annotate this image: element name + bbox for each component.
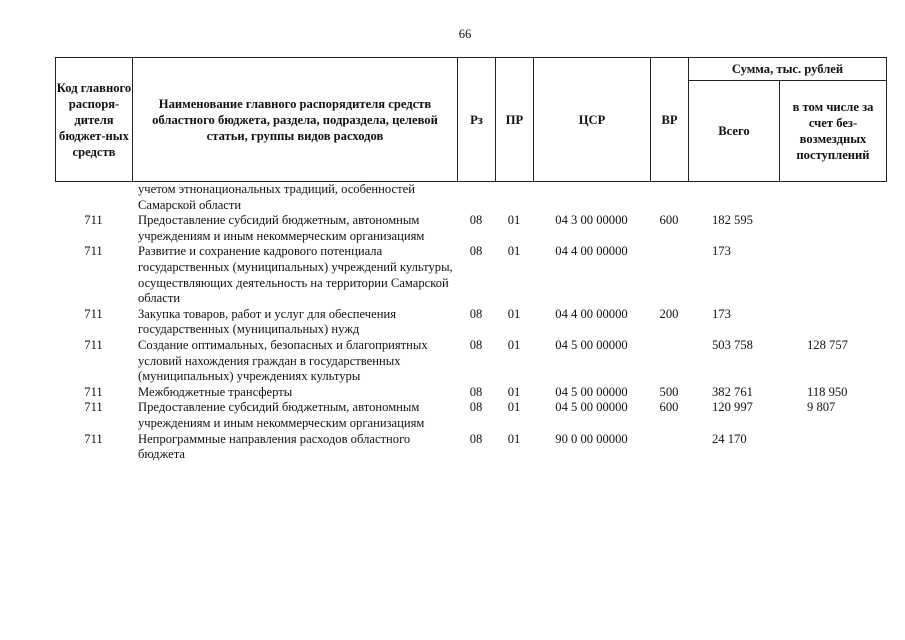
- cell-name: Предоставление субсидий бюджетным, автономным учреждениям и иным некоммерческим организациям: [138, 400, 425, 430]
- cell-free: [779, 307, 886, 338]
- cell-name: Непрограммные направления расходов областного бюджета: [138, 431, 411, 462]
- cell-code: 711: [84, 337, 103, 352]
- header-vr: ВР: [651, 58, 689, 182]
- cell-code: [55, 182, 132, 213]
- cell-free: [779, 182, 886, 213]
- cell-vr: 200: [659, 306, 679, 321]
- header-sum: Сумма, тыс. рублей: [689, 58, 887, 81]
- cell-free: [779, 244, 886, 306]
- table-row: [55, 385, 886, 401]
- cell-pr: 01: [507, 431, 521, 446]
- header-pr: ПР: [496, 58, 534, 182]
- table-row: [55, 307, 886, 338]
- cell-name: учетом этнонациональных традиций, особенностей Самарской области: [138, 182, 415, 212]
- cell-total: 173: [712, 244, 731, 259]
- table-row: [55, 338, 886, 385]
- cell-csr: 04 3 00 00000: [555, 213, 628, 228]
- header-rz: Рз: [458, 58, 496, 182]
- page-number: 66: [458, 27, 472, 41]
- cell-name: Развитие и сохранение кадрового потенциала государственных (муниципальных) учреждений культуры, осуществляющих деятельность на территории Самарской области: [138, 244, 453, 306]
- cell-csr: 90 0 00 00000: [555, 431, 628, 446]
- cell-code: 711: [84, 431, 103, 446]
- cell-vr: [650, 432, 688, 463]
- cell-free: [779, 213, 886, 244]
- cell-pr: [495, 182, 533, 213]
- cell-vr: [650, 338, 688, 385]
- cell-csr: [533, 182, 650, 213]
- cell-pr: 01: [507, 213, 521, 228]
- cell-name: Создание оптимальных, безопасных и благоприятных условий нахождения граждан в государственных (муниципальных) учреждениях культуры: [138, 337, 428, 384]
- cell-rz: 08: [469, 431, 483, 446]
- cell-code: 711: [84, 213, 103, 228]
- header-incl: в том числе за счет без-возмездных поступлений: [780, 81, 887, 182]
- header-total: Всего: [689, 81, 780, 182]
- cell-pr: 01: [507, 306, 521, 321]
- cell-csr: 04 5 00 00000: [555, 337, 628, 352]
- cell-free: 118 950: [807, 384, 848, 399]
- cell-total: 173: [712, 306, 731, 321]
- table-row: [55, 400, 886, 431]
- header-csr: ЦСР: [534, 58, 651, 182]
- cell-pr: 01: [507, 244, 521, 259]
- cell-rz: 08: [469, 306, 483, 321]
- cell-rz: 08: [469, 384, 483, 399]
- cell-vr: 500: [659, 384, 679, 399]
- cell-code: 711: [84, 400, 103, 415]
- table-row: [55, 213, 886, 244]
- cell-rz: [457, 182, 495, 213]
- cell-free: [779, 432, 886, 463]
- header-name: Наименование главного распорядителя средств областного бюджета, раздела, подраздела, целевой статьи, группы видов расходов: [133, 58, 458, 182]
- cell-vr: [650, 182, 688, 213]
- cell-vr: 600: [659, 400, 679, 415]
- cell-code: 711: [84, 244, 103, 259]
- cell-free: 9 807: [807, 400, 836, 415]
- cell-free: 128 757: [807, 337, 848, 352]
- cell-total: 24 170: [712, 431, 747, 446]
- cell-name: Закупка товаров, работ и услуг для обеспечения государственных (муниципальных) нужд: [138, 306, 397, 337]
- cell-rz: 08: [469, 337, 483, 352]
- cell-rz: 08: [469, 244, 483, 259]
- table-row: [55, 244, 886, 306]
- cell-csr: 04 4 00 00000: [555, 244, 628, 259]
- cell-total: 120 997: [712, 400, 753, 415]
- cell-code: 711: [84, 384, 103, 399]
- table-header: [55, 57, 887, 182]
- cell-total: 382 761: [712, 384, 753, 399]
- table-row: [55, 182, 886, 213]
- cell-pr: 01: [507, 400, 521, 415]
- cell-vr: [650, 244, 688, 306]
- cell-csr: 04 5 00 00000: [555, 384, 628, 399]
- cell-code: 711: [84, 306, 103, 321]
- cell-name: Предоставление субсидий бюджетным, автономным учреждениям и иным некоммерческим организациям: [138, 213, 425, 243]
- cell-name: Межбюджетные трансферты: [138, 384, 293, 399]
- cell-rz: 08: [469, 213, 483, 228]
- table-body: [55, 182, 886, 463]
- cell-vr: 600: [659, 213, 679, 228]
- cell-total: 182 595: [712, 213, 753, 228]
- header-code: Код главного распоря-дителя бюджет-ных средств: [56, 58, 133, 182]
- cell-pr: 01: [507, 384, 521, 399]
- table-row: [55, 432, 886, 463]
- cell-total: [688, 182, 779, 213]
- cell-csr: 04 5 00 00000: [555, 400, 628, 415]
- cell-csr: 04 4 00 00000: [555, 306, 628, 321]
- cell-total: 503 758: [712, 337, 753, 352]
- cell-rz: 08: [469, 400, 483, 415]
- cell-pr: 01: [507, 337, 521, 352]
